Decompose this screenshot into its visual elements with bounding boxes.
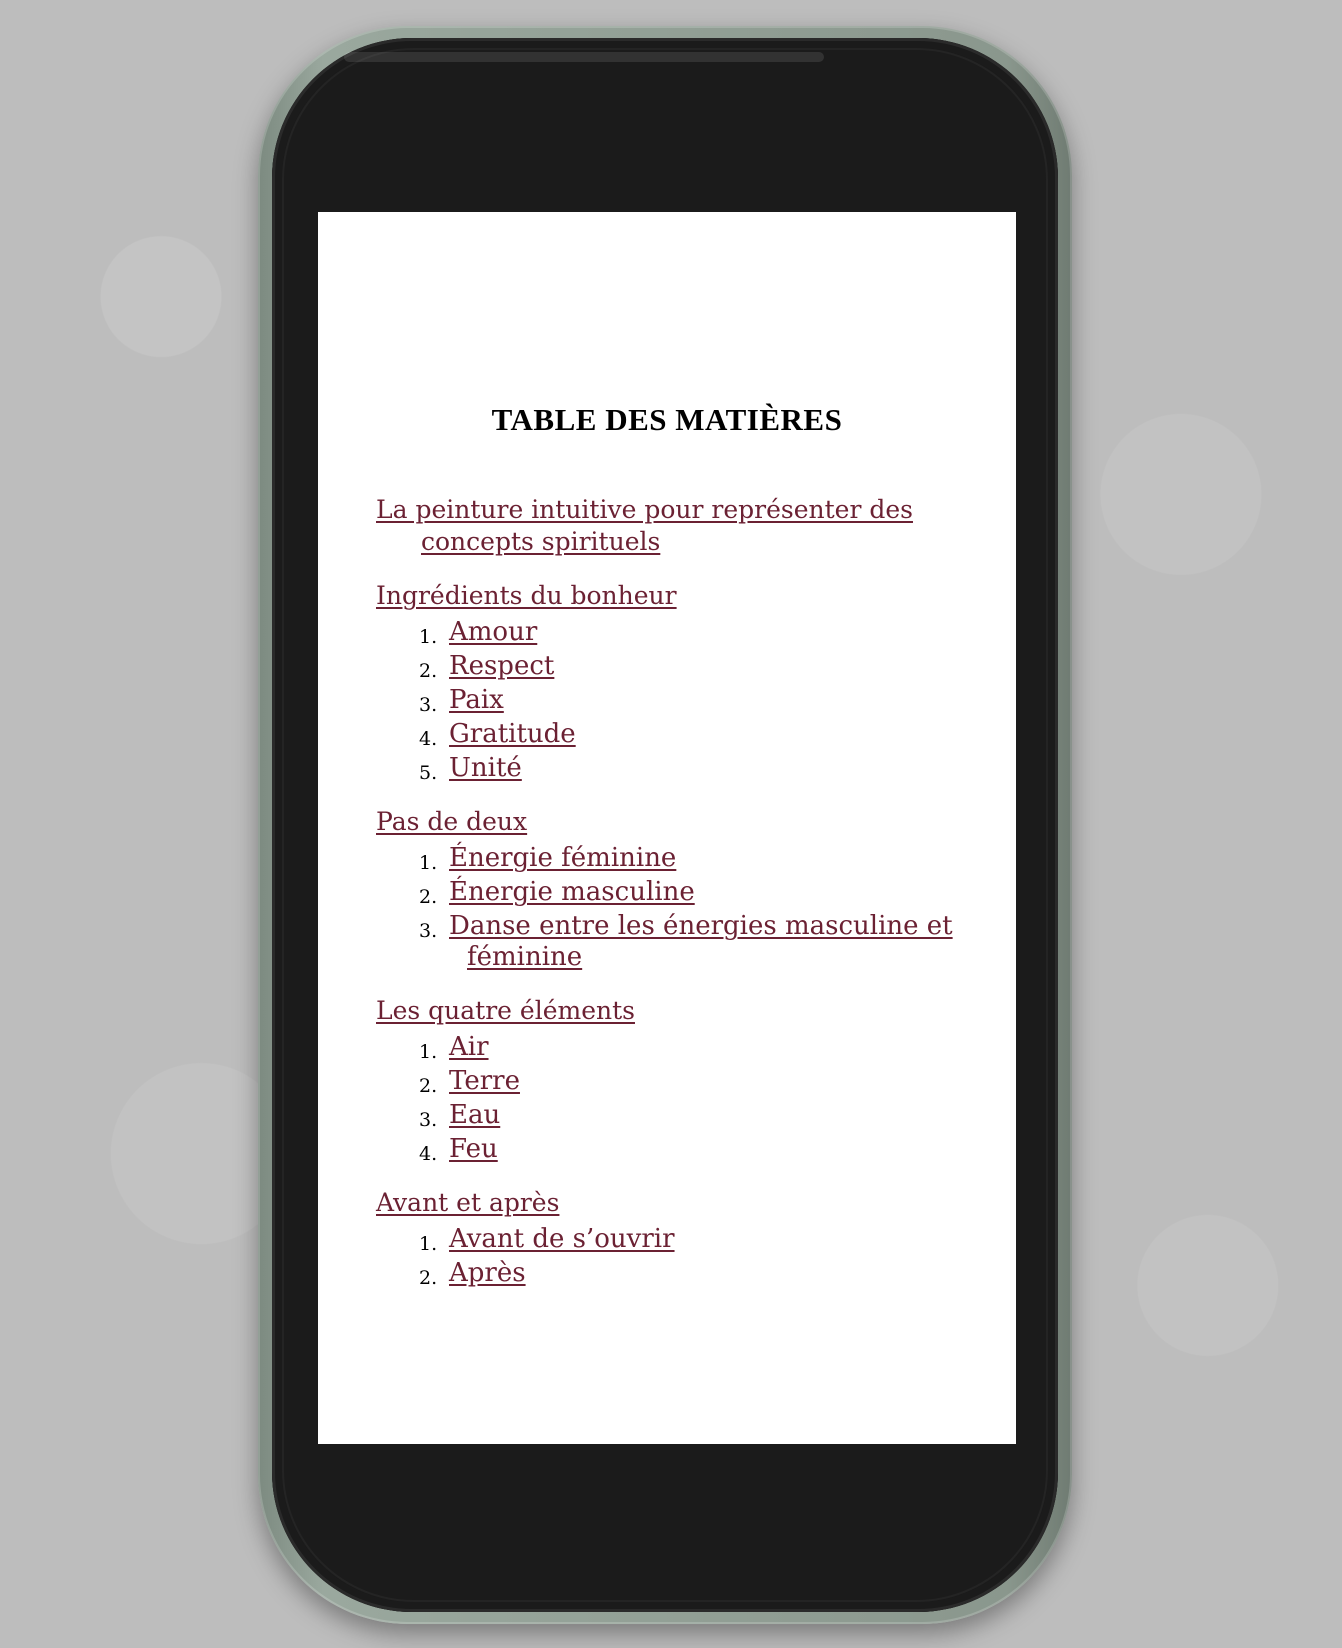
toc-items bbox=[376, 843, 976, 973]
toc-item-number: 2. bbox=[419, 1075, 438, 1097]
toc-item-number: 5. bbox=[419, 762, 438, 784]
toc-item-link[interactable]: Énergie masculine bbox=[449, 877, 695, 907]
toc-item-link[interactable]: Après bbox=[449, 1258, 526, 1288]
toc-title: TABLE DES MATIÈRES bbox=[491, 402, 843, 437]
toc-item-link[interactable]: Respect bbox=[449, 651, 555, 681]
toc-item-number: 2. bbox=[419, 660, 438, 682]
toc-section-link[interactable]: Pas de deux bbox=[376, 807, 528, 836]
toc-item-link[interactable]: Gratitude bbox=[449, 719, 576, 749]
toc-item bbox=[376, 685, 976, 716]
phone-glint bbox=[344, 52, 824, 62]
toc-item-link[interactable]: Paix bbox=[449, 685, 504, 715]
toc-item-link[interactable]: Eau bbox=[449, 1100, 501, 1130]
toc-item-link[interactable]: Terre bbox=[449, 1066, 520, 1096]
toc-section bbox=[376, 1187, 976, 1289]
toc-item-number: 1. bbox=[419, 1233, 438, 1255]
toc-section-title bbox=[376, 494, 976, 558]
toc-section-title bbox=[376, 580, 976, 611]
toc-item bbox=[376, 651, 976, 682]
toc-item bbox=[376, 1224, 976, 1255]
toc-item-link[interactable]: Feu bbox=[449, 1134, 498, 1164]
toc-item bbox=[376, 1032, 976, 1063]
toc-item-number: 3. bbox=[419, 694, 438, 716]
toc-items bbox=[376, 1224, 976, 1289]
toc-item-number: 2. bbox=[419, 886, 438, 908]
toc-item-link[interactable]: Amour bbox=[449, 617, 538, 647]
toc-item-link[interactable]: Unité bbox=[449, 753, 522, 783]
toc-section bbox=[376, 494, 976, 558]
toc-item-number: 4. bbox=[419, 1143, 438, 1165]
toc-item bbox=[376, 1134, 976, 1165]
toc-item-wrap bbox=[449, 911, 976, 973]
toc-item-number: 2. bbox=[419, 1267, 438, 1289]
toc-item bbox=[376, 1100, 976, 1131]
toc-list bbox=[376, 494, 976, 1311]
toc-section-link[interactable]: Avant et après bbox=[376, 1188, 560, 1217]
toc-item bbox=[376, 1258, 976, 1289]
toc-item-number: 4. bbox=[419, 728, 438, 750]
toc-item-link[interactable]: Énergie féminine bbox=[449, 843, 677, 873]
toc-section-title bbox=[376, 1187, 976, 1218]
toc-item-number: 3. bbox=[419, 1109, 438, 1131]
toc-item-link[interactable]: Danse entre les énergies masculine et féminine bbox=[449, 911, 953, 972]
toc-section-title bbox=[376, 806, 976, 837]
toc-items bbox=[376, 1032, 976, 1165]
toc-item-number: 1. bbox=[419, 1041, 438, 1063]
toc-item bbox=[376, 843, 976, 874]
toc-section bbox=[376, 806, 976, 973]
toc-item bbox=[376, 911, 976, 973]
toc-item bbox=[376, 753, 976, 784]
toc-item bbox=[376, 877, 976, 908]
toc-item bbox=[376, 719, 976, 750]
toc-section-link[interactable]: Les quatre éléments bbox=[376, 996, 635, 1025]
toc-section-title bbox=[376, 995, 976, 1026]
toc-section-link[interactable]: La peinture intuitive pour représenter des concepts spirituels bbox=[376, 495, 913, 556]
toc-item-number: 1. bbox=[419, 852, 438, 874]
toc-items bbox=[376, 617, 976, 784]
toc-item bbox=[376, 617, 976, 648]
toc-item-link[interactable]: Avant de s’ouvrir bbox=[449, 1224, 675, 1254]
toc-section bbox=[376, 580, 976, 784]
toc-section-link[interactable]: Ingrédients du bonheur bbox=[376, 581, 677, 610]
ebook-screen bbox=[318, 212, 1016, 1444]
toc-section bbox=[376, 995, 976, 1165]
toc-item-number: 3. bbox=[419, 920, 438, 942]
toc-item bbox=[376, 1066, 976, 1097]
toc-item-number: 1. bbox=[419, 626, 438, 648]
toc-item-link[interactable]: Air bbox=[449, 1032, 489, 1062]
